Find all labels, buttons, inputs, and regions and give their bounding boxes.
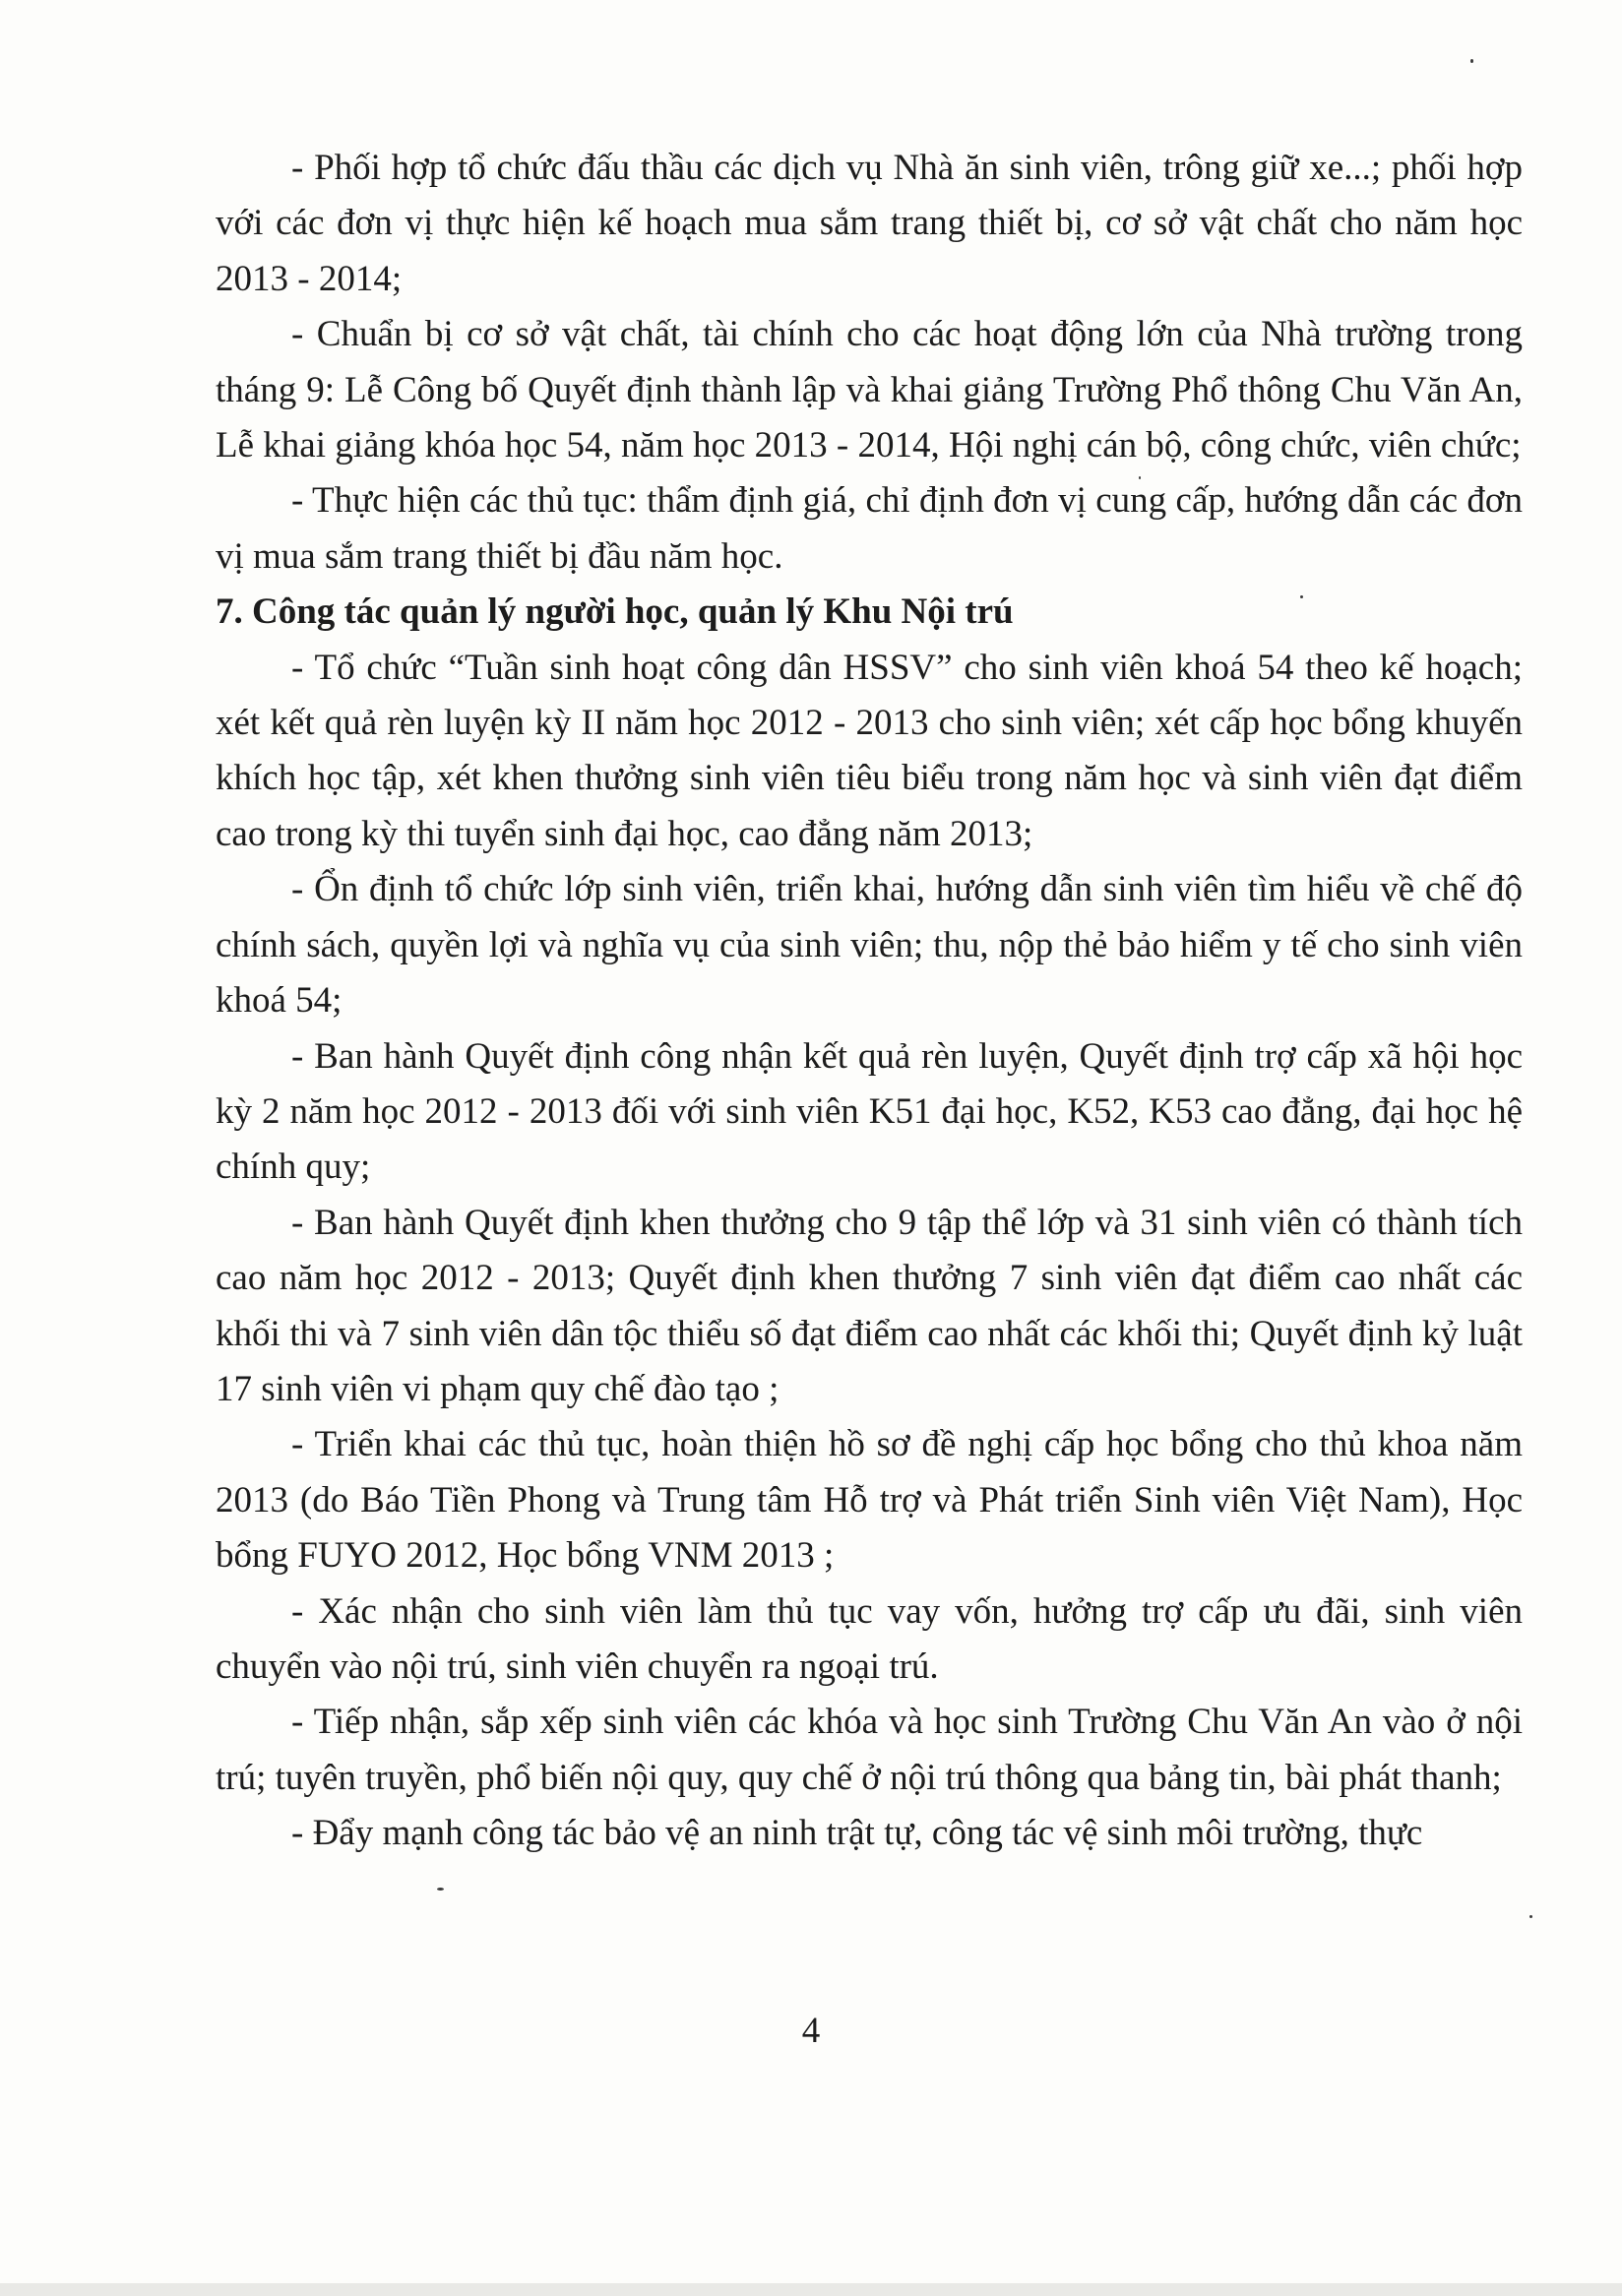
paragraph-scholarships: - Triển khai các thủ tục, hoàn thiện hồ sơ đề nghị cấp học bổng cho thủ khoa năm 2013 (do Báo Tiền Phong và Trung tâm Hỗ trợ và Phát triển Sinh viên Việt Nam), Học bổng FUYO 2012, Học bổng VNM 2013 ; — [216, 1424, 1523, 1577]
paragraph-bidding: - Phối hợp tổ chức đấu thầu các dịch vụ Nhà ăn sinh viên, trông giữ xe...; phối hợp với các đơn vị thực hiện kế hoạch mua sắm trang thiết bị, cơ sở vật chất cho năm học 2013 - 2014; — [216, 148, 1523, 299]
paragraph-security: - Đẩy mạnh công tác bảo vệ an ninh trật tự, công tác vệ sinh môi trường, thực — [291, 1813, 1423, 1854]
paragraph-dormitory: - Tiếp nhận, sắp xếp sinh viên các khóa và học sinh Trường Chu Văn An vào ở nội trú; tuyên truyền, phổ biến nội quy, quy chế ở nội trú thông qua bảng tin, bài phát thanh; — [216, 1702, 1523, 1798]
scan-speck — [437, 1888, 444, 1891]
scan-bottom-edge — [0, 2283, 1622, 2296]
scan-speck — [1300, 595, 1303, 598]
scan-speck — [1529, 1915, 1532, 1918]
section-heading: 7. Công tác quản lý người học, quản lý Khu Nội trú — [216, 591, 1014, 633]
document-body — [216, 141, 1523, 1862]
paragraph-citizen-week: - Tổ chức “Tuần sinh hoạt công dân HSSV” cho sinh viên khoá 54 theo kế hoạch; xét kết quả rèn luyện kỳ II năm học 2012 - 2013 cho sinh viên; xét cấp học bổng khuyến khích học tập, xét khen thưởng sinh viên tiêu biểu trong năm học và sinh viên đạt điểm cao trong kỳ thi tuyển sinh đại học, cao đẳng năm 2013; — [216, 647, 1523, 854]
paragraph-facilities: - Chuẩn bị cơ sở vật chất, tài chính cho các hoạt động lớn của Nhà trường trong tháng 9: Lễ Công bố Quyết định thành lập và khai giảng Trường Phổ thông Chu Văn An, Lễ khai giảng khóa học 54, năm học 2013 - 2014, Hội nghị cán bộ, công chức, viên chức; — [216, 314, 1523, 466]
scan-speck — [1470, 59, 1473, 63]
paragraph-awards: - Ban hành Quyết định khen thưởng cho 9 tập thể lớp và 31 sinh viên có thành tích cao năm học 2012 - 2013; Quyết định khen thưởng 7 sinh viên đạt điểm cao nhất các khối thi và 7 sinh viên dân tộc thiểu số đạt điểm cao nhất các khối thi; Quyết định kỷ luật 17 sinh viên vi phạm quy chế đào tạo ; — [216, 1202, 1523, 1409]
paragraph-procedures: - Thực hiện các thủ tục: thẩm định giá, chỉ định đơn vị cung cấp, hướng dẫn các đơn vị mua sắm trang thiết bị đầu năm học. — [216, 480, 1523, 577]
paragraph-training-results: - Ban hành Quyết định công nhận kết quả rèn luyện, Quyết định trợ cấp xã hội học kỳ 2 năm học 2012 - 2013 đối với sinh viên K51 đại học, K52, K53 cao đẳng, đại học hệ chính quy; — [216, 1035, 1523, 1188]
paragraph-loans: - Xác nhận cho sinh viên làm thủ tục vay vốn, hưởng trợ cấp ưu đãi, sinh viên chuyển vào nội trú, sinh viên chuyển ra ngoại trú. — [216, 1590, 1523, 1687]
page-number: 4 — [801, 2011, 821, 2051]
paragraph-class-organization: - Ổn định tổ chức lớp sinh viên, triển khai, hướng dẫn sinh viên tìm hiểu về chế độ chính sách, quyền lợi và nghĩa vụ của sinh viên; thu, nộp thẻ bảo hiểm y tế cho sinh viên khoá 54; — [216, 869, 1523, 1022]
scan-speck — [1139, 476, 1141, 479]
